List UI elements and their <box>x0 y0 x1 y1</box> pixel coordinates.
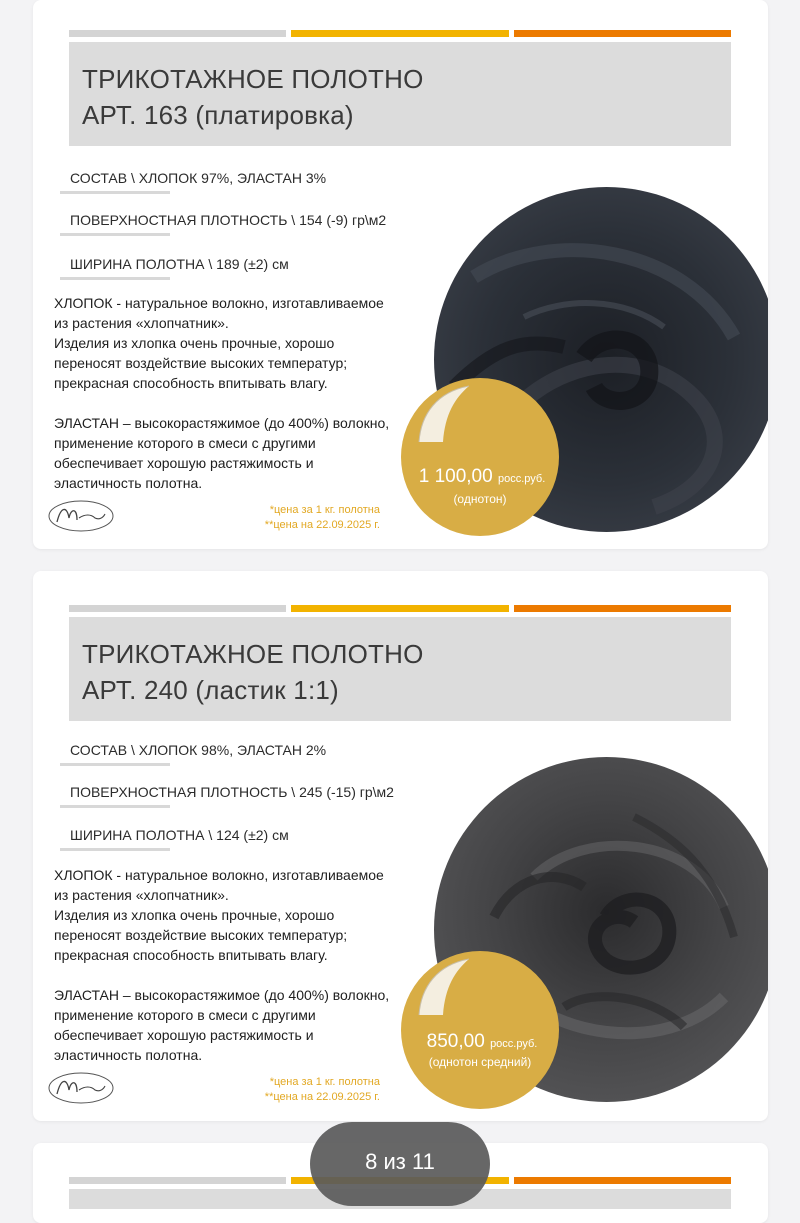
elastane-line: обеспечивает хорошую растяжимость и <box>54 1027 314 1043</box>
spec-composition: СОСТАВ \ ХЛОПОК 98%, ЭЛАСТАН 2% <box>70 742 327 758</box>
title-box <box>69 617 731 721</box>
spec-divider <box>60 848 170 851</box>
bar-gray <box>69 1177 286 1184</box>
price-variant: (однотон) <box>453 492 507 506</box>
elastane-line: эластичность полотна. <box>54 1047 203 1063</box>
cotton-line: Изделия из хлопка очень прочные, хорошо <box>54 907 335 923</box>
description <box>54 865 434 1065</box>
product-title-line2: АРТ. 240 (ластик 1:1) <box>82 675 339 705</box>
cotton-line: Изделия из хлопка очень прочные, хорошо <box>54 335 335 351</box>
description <box>54 293 434 493</box>
elastane-line: применение которого в смеси с другими <box>54 1007 316 1023</box>
color-bars <box>69 30 731 37</box>
bar-gray <box>69 30 286 37</box>
cotton-line: прекрасная способность впитывать влагу. <box>54 947 328 963</box>
cotton-line: переносят воздействие высоких температур; <box>54 355 348 371</box>
spec-divider <box>60 277 170 280</box>
product-title-line1: ТРИКОТАЖНОЕ ПОЛОТНО <box>82 639 424 669</box>
spec-width: ШИРИНА ПОЛОТНА \ 189 (±2) см <box>70 256 289 272</box>
price-value: 1 100,00 росс.руб. <box>418 466 546 487</box>
note-date: **цена на 22.09.2025 г. <box>264 1091 380 1103</box>
elastane-line: ЭЛАСТАН – высокорастяжимое (до 400%) волокно, <box>54 415 390 431</box>
cotton-line: из растения «хлопчатник». <box>54 887 229 903</box>
spec-density: ПОВЕРХНОСТНАЯ ПЛОТНОСТЬ \ 245 (-15) гр\м2 <box>70 784 394 800</box>
page-indicator-label: 8 из 11 <box>365 1149 435 1174</box>
color-bars <box>69 605 731 612</box>
bar-gray <box>69 605 286 612</box>
elastane-line: применение которого в смеси с другими <box>54 435 316 451</box>
cotton-line: переносят воздействие высоких температур; <box>54 927 348 943</box>
page-curl-icon <box>415 957 471 1017</box>
spec-composition: СОСТАВ \ ХЛОПОК 97%, ЭЛАСТАН 3% <box>70 170 327 186</box>
elastane-line: обеспечивает хорошую растяжимость и <box>54 455 314 471</box>
elastane-line: эластичность полотна. <box>54 475 203 491</box>
spec-divider <box>60 805 170 808</box>
spec-divider <box>60 233 170 236</box>
bar-orange <box>514 1177 731 1184</box>
cotton-line: из растения «хлопчатник». <box>54 315 229 331</box>
product-title-line2: АРТ. 163 (платировка) <box>82 100 354 130</box>
spec-divider <box>60 191 170 194</box>
note-per-kg: *цена за 1 кг. полотна <box>269 504 380 516</box>
note-date: **цена на 22.09.2025 г. <box>264 519 380 531</box>
brand-logo-icon <box>47 498 115 534</box>
spec-density: ПОВЕРХНОСТНАЯ ПЛОТНОСТЬ \ 154 (-9) гр\м2 <box>70 212 387 228</box>
price-note <box>238 1075 380 1105</box>
title-box <box>69 42 731 146</box>
cotton-line: ХЛОПОК - натуральное волокно, изготавливаемое <box>54 867 384 883</box>
cotton-line: ХЛОПОК - натуральное волокно, изготавливаемое <box>54 295 384 311</box>
spec-divider <box>60 763 170 766</box>
bar-orange <box>514 605 731 612</box>
product-title-line1: ТРИКОТАЖНОЕ ПОЛОТНО <box>82 64 424 94</box>
bar-yellow <box>291 605 508 612</box>
price-variant: (однотон средний) <box>428 1055 532 1069</box>
elastane-line: ЭЛАСТАН – высокорастяжимое (до 400%) волокно, <box>54 987 390 1003</box>
product-card[interactable] <box>33 0 768 549</box>
brand-logo-icon <box>47 1070 115 1106</box>
cotton-line: прекрасная способность впитывать влагу. <box>54 375 328 391</box>
price-note <box>238 503 380 533</box>
page-curl-icon <box>415 384 471 444</box>
product-card[interactable] <box>33 571 768 1121</box>
bar-yellow <box>291 30 508 37</box>
page-indicator <box>310 1122 490 1206</box>
bar-orange <box>514 30 731 37</box>
price-value: 850,00 росс.руб. <box>426 1031 538 1052</box>
note-per-kg: *цена за 1 кг. полотна <box>269 1076 380 1088</box>
spec-width: ШИРИНА ПОЛОТНА \ 124 (±2) см <box>70 827 289 843</box>
